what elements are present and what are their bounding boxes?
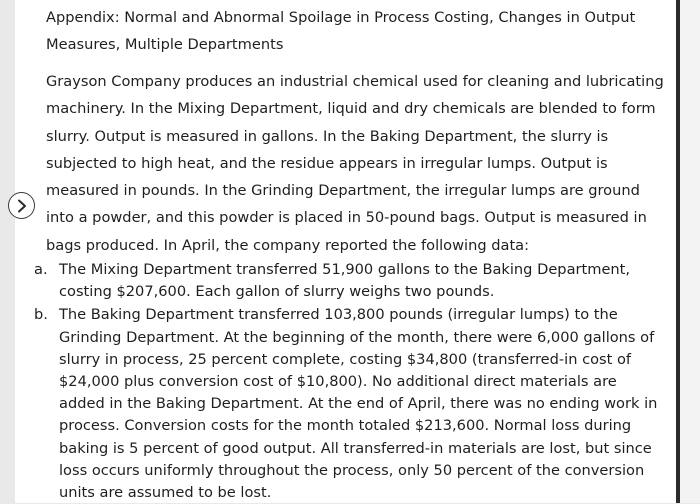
data-list [34, 259, 664, 504]
problem-intro: Grayson Company produces an industrial chemical used for cleaning and lubricating machinery. In the Mixing Department, liquid and dry chemicals are blended to form slurry. Output is measured in gallons. In the Baking Department, the slurry is subjected to high heat, and the residue appears in irregular lumps. Output is measured in pounds. In the Grinding Department, the irregular lumps are ground into a powder, and this powder is placed in 50-pound bags. Output is measured in bags produced. In April, the company reported the following data: [46, 73, 664, 254]
list-marker: a. [34, 261, 48, 278]
problem-title: Appendix: Normal and Abnormal Spoilage in Process Costing, Changes in Output Measures, Multiple Departments [46, 9, 636, 53]
problem-content [46, 4, 666, 259]
list-item-text: The Baking Department transferred 103,800 pounds (irregular lumps) to the Grinding Department. At the beginning of the month, there were 6,000 gallons of slurry in process, 25 percent complete, costing $34,800 (transferred-in cost of $24,000 plus conversion cost of $10,800). No additional direct materials are added in the Baking Department. At the end of April, there was no ending work in process. Conversion costs for the month totaled $213,600. Normal loss during baking is 5 percent of good output. All transferred-in materials are lost, but since loss occurs uniformly throughout the process, only 50 percent of the conversion units are assumed to be lost. [59, 306, 658, 502]
expand-button[interactable] [8, 192, 35, 219]
list-marker: b. [34, 306, 48, 324]
list-item [34, 304, 664, 504]
right-gutter [680, 0, 700, 503]
chevron-right-icon [16, 199, 28, 213]
list-item [34, 259, 664, 303]
list-item-text: The Mixing Department transferred 51,900 gallons to the Baking Department, costing $207,600. Each gallon of slurry weighs two pounds. [59, 261, 631, 301]
